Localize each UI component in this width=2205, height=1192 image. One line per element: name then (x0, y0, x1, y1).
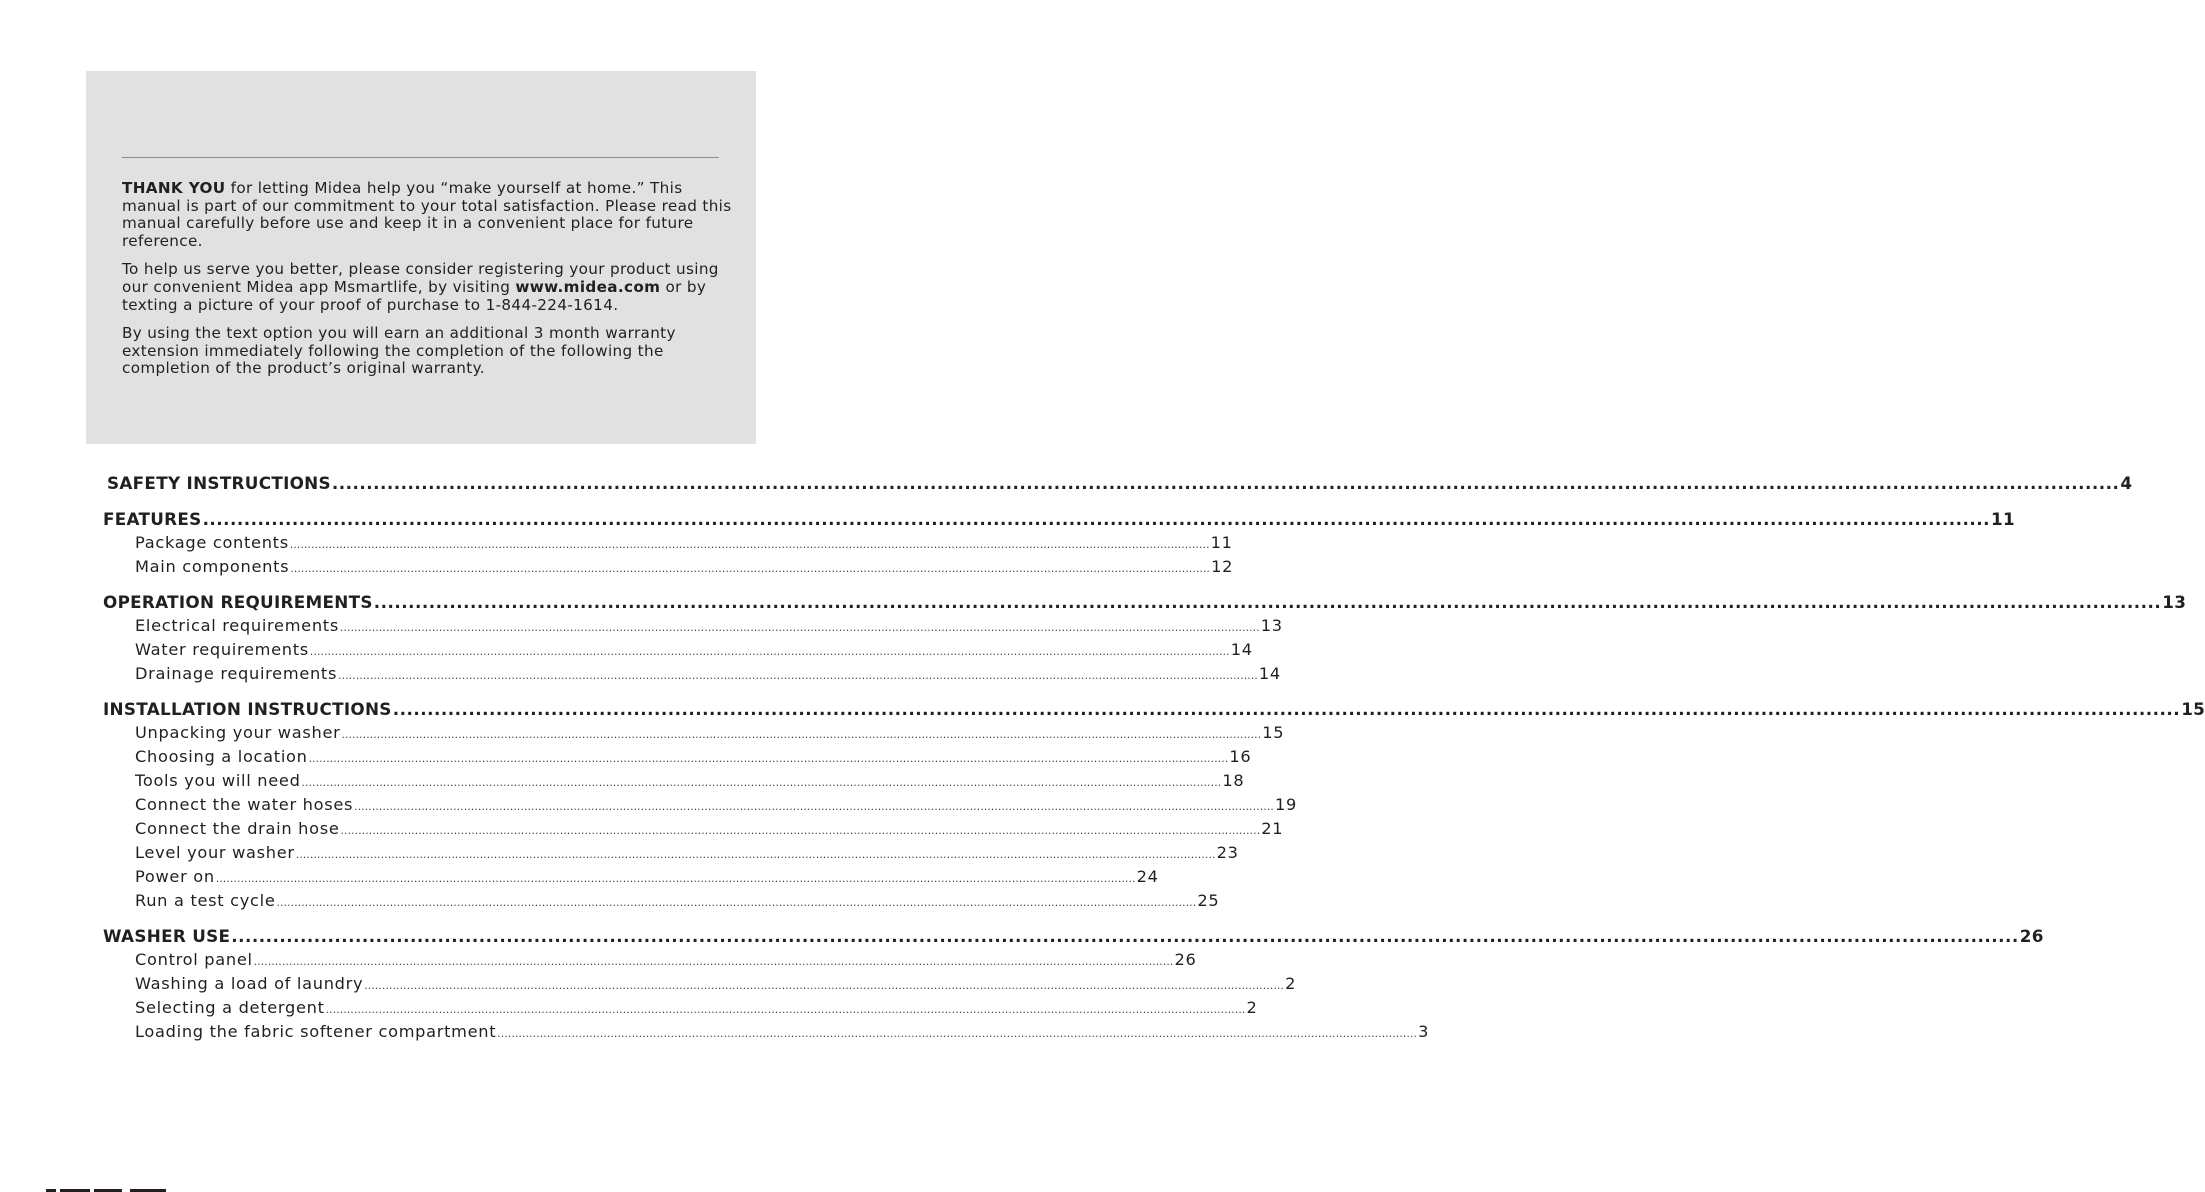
dot-leader: .................................................................................................................................................................................................................................................................... (289, 539, 1210, 551)
toc-section[interactable] (103, 926, 2044, 948)
website-link[interactable]: www.midea.com (515, 277, 661, 296)
toc-entry-title: Choosing a location (135, 747, 308, 766)
toc-section-title: FEATURES (103, 509, 202, 529)
thank-you-paragraph (122, 180, 732, 250)
dot-leader: .................................................................................................................................................................................................................................................................... (301, 777, 1222, 789)
toc-section-title: SAFETY INSTRUCTIONS (107, 473, 331, 493)
toc-entry[interactable] (135, 867, 1159, 889)
toc-entry-title: Selecting a detergent (135, 998, 325, 1017)
page-number: 15 (2181, 699, 2205, 719)
page-number: 2 (1246, 998, 1258, 1017)
warranty-paragraph: By using the text option you will earn an additional 3 month warranty extension immediately following the completion of the following the completion of the product’s original warranty. (122, 324, 676, 378)
dot-leader: .................................................................................................................................................................................................................................................................... (290, 563, 1211, 575)
dot-leader: .................................................................................................................................................................................................................................................................... (253, 956, 1174, 968)
dot-leader: .................................................................................................................................................................................................................................................................... (354, 801, 1274, 813)
toc-entry[interactable] (135, 747, 1252, 769)
page-number: 25 (1197, 891, 1220, 910)
dot-leader: .................................................................................................................................................................................................................................................................... (295, 849, 1216, 861)
toc-entry[interactable] (135, 533, 1233, 555)
dot-leader: .................................................................................................................................................................................................................................................................... (497, 1028, 1418, 1040)
dot-leader: .................................................................................................................................................................................................................................................................... (340, 825, 1261, 837)
dot-leader: .................................................................................................................................................................................................................................................................... (373, 592, 2162, 612)
toc-entry[interactable] (135, 771, 1245, 793)
page-number: 16 (1229, 747, 1252, 766)
toc-entry-title: Tools you will need (135, 771, 301, 790)
toc-entry-title: Package contents (135, 533, 289, 552)
dot-leader: .................................................................................................................................................................................................................................................................... (308, 753, 1229, 765)
page-number: 2 (1285, 974, 1297, 993)
thank-you-heading: THANK YOU (122, 179, 226, 197)
toc-section[interactable] (103, 592, 2187, 614)
toc-entry[interactable] (135, 998, 1258, 1020)
intro-panel (86, 71, 756, 444)
toc-entry-title: Electrical requirements (135, 616, 339, 635)
toc-entry[interactable] (135, 616, 1283, 638)
page-number: 19 (1274, 795, 1297, 814)
divider-rule (122, 157, 719, 158)
page-number: 3 (1418, 1022, 1430, 1041)
toc-entry-title: Run a test cycle (135, 891, 276, 910)
toc-entry[interactable] (135, 640, 1253, 662)
page-number: 14 (1230, 640, 1253, 659)
page-number: 14 (1258, 664, 1281, 683)
toc-entry-title: Power on (135, 867, 215, 886)
page-number: 13 (1260, 616, 1283, 635)
toc-entry-title: Washing a load of laundry (135, 974, 364, 993)
toc-section-title: WASHER USE (103, 926, 231, 946)
thank-you-text: for letting Midea help you “make yourself at home.” This manual is part of our commitment to your total satisfaction. Please read this manual carefully before use and keep it in a convenient place for future reference. (122, 179, 732, 250)
toc-section[interactable] (103, 699, 2205, 721)
registration-paragraph (122, 261, 732, 314)
page-number: 26 (1174, 950, 1197, 969)
toc-entry-title: Unpacking your washer (135, 723, 341, 742)
toc-entry[interactable] (135, 795, 1297, 817)
dot-leader: .................................................................................................................................................................................................................................................................... (231, 926, 2019, 946)
toc-entry[interactable] (135, 891, 1220, 913)
dot-leader: .................................................................................................................................................................................................................................................................... (215, 873, 1136, 885)
dot-leader: .................................................................................................................................................................................................................................................................... (392, 699, 2181, 719)
toc-section-title: OPERATION REQUIREMENTS (103, 592, 373, 612)
toc-entry-title: Connect the drain hose (135, 819, 340, 838)
intro-text (122, 180, 732, 389)
registration-text: To help us serve you better, please consider registering your product using our convenient Midea app Msmartlife, by visiting (122, 260, 719, 296)
dot-leader: .................................................................................................................................................................................................................................................................... (331, 473, 2120, 493)
toc-entry-title: Control panel (135, 950, 253, 969)
dot-leader: .................................................................................................................................................................................................................................................................... (325, 1004, 1246, 1016)
page-number: 21 (1261, 819, 1284, 838)
toc-entry[interactable] (135, 819, 1284, 841)
toc-entry[interactable] (135, 843, 1239, 865)
toc-entry[interactable] (135, 723, 1285, 745)
registration-text-end: or by texting a picture of your proof of purchase to 1-844-224-1614. (122, 277, 707, 314)
dot-leader: .................................................................................................................................................................................................................................................................... (202, 509, 1991, 529)
page-number: 26 (2019, 926, 2044, 946)
toc-entry-title: Main components (135, 557, 290, 576)
dot-leader: .................................................................................................................................................................................................................................................................... (341, 729, 1262, 741)
page-number: 11 (1210, 533, 1233, 552)
toc-entry-title: Water requirements (135, 640, 309, 659)
toc-entry[interactable] (135, 1022, 1430, 1044)
page-number: 4 (2120, 473, 2133, 493)
page-number: 18 (1222, 771, 1245, 790)
dot-leader: .................................................................................................................................................................................................................................................................... (338, 670, 1258, 682)
toc-section-title: INSTALLATION INSTRUCTIONS (103, 699, 392, 719)
dot-leader: .................................................................................................................................................................................................................................................................... (309, 646, 1230, 658)
page-number: 24 (1136, 867, 1159, 886)
page-number: 11 (1991, 509, 2015, 529)
dot-leader: .................................................................................................................................................................................................................................................................... (339, 622, 1260, 634)
page-number: 12 (1211, 557, 1234, 576)
toc-section[interactable] (107, 473, 2133, 495)
toc-entry[interactable] (135, 557, 1234, 579)
toc-entry[interactable] (135, 974, 1297, 996)
page-number: 15 (1262, 723, 1285, 742)
dot-leader: .................................................................................................................................................................................................................................................................... (364, 980, 1285, 992)
toc-section[interactable] (103, 509, 2015, 531)
toc-entry-title: Connect the water hoses (135, 795, 354, 814)
toc-entry[interactable] (135, 950, 1197, 972)
dot-leader: .................................................................................................................................................................................................................................................................... (276, 897, 1197, 909)
toc-entry-title: Drainage requirements (135, 664, 338, 683)
page-number: 23 (1216, 843, 1239, 862)
toc-entry-title: Loading the fabric softener compartment (135, 1022, 497, 1041)
toc-entry-title: Level your washer (135, 843, 295, 862)
toc-entry[interactable] (135, 664, 1281, 686)
page-number: 13 (2162, 592, 2187, 612)
